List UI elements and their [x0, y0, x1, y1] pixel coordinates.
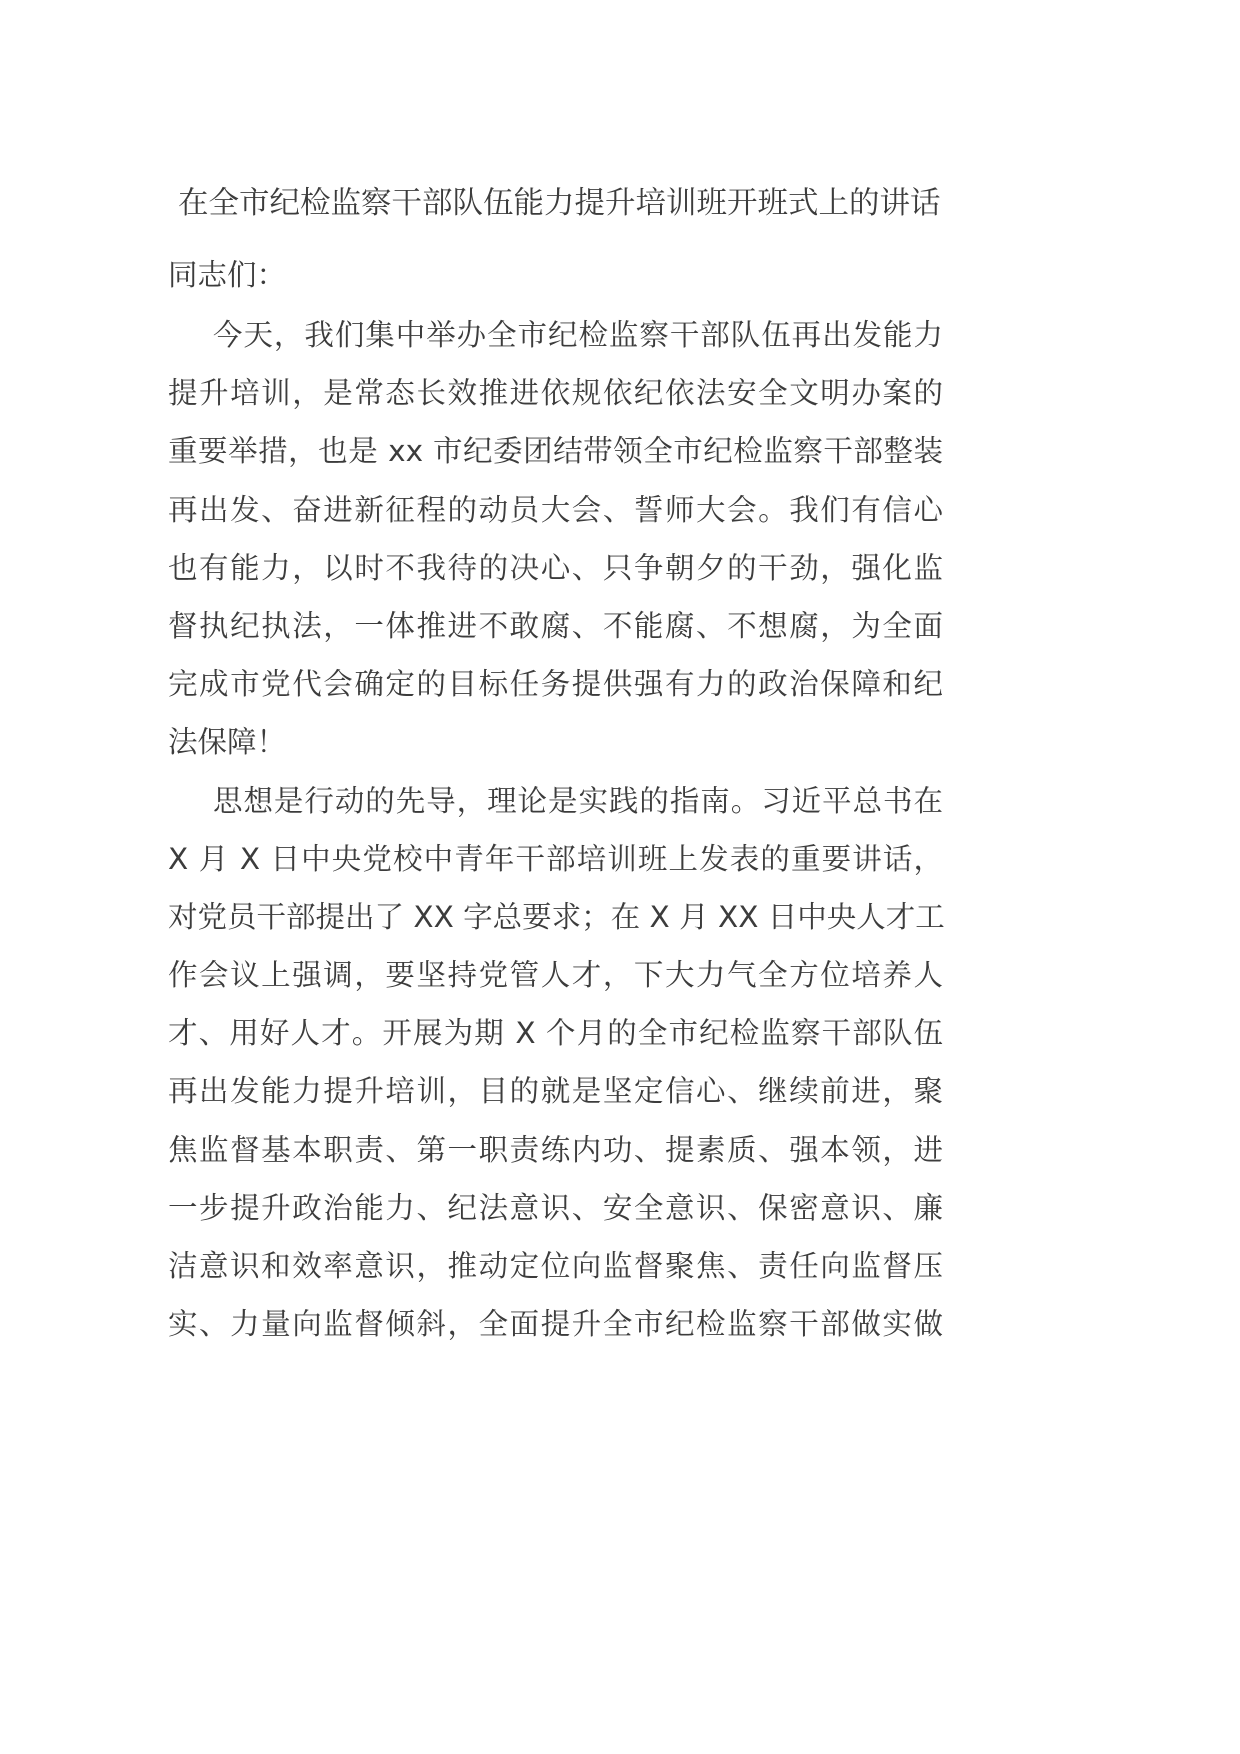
text-line: 焦监督基本职责、第一职责练内功、提素质、强本领，进: [168, 1132, 943, 1167]
text-line: 实、力量向监督倾斜，全面提升全市纪检监察干部做实做: [168, 1307, 943, 1342]
salutation: 同志们：: [168, 258, 287, 292]
document-body: [168, 313, 943, 1360]
text-line: 才、用好人才。开展为期 X 个月的全市纪检监察干部队伍: [168, 1016, 943, 1051]
text-line: 法保障！: [168, 725, 287, 760]
text-line: 今天，我们集中举办全市纪检监察干部队伍再出发能力: [213, 318, 943, 352]
text-line: 作会议上强调，要坚持党管人才，下大力气全方位培养人: [168, 958, 943, 993]
text-line: 重要举措，也是 xx 市纪委团结带领全市纪检监察干部整装: [168, 434, 943, 469]
paragraph-2: [168, 779, 943, 1361]
text-line: 督执纪执法，一体推进不敢腐、不能腐、不想腐，为全面: [168, 608, 943, 643]
text-line: X 月 X 日中央党校中青年干部培训班上发表的重要讲话，: [168, 841, 943, 876]
text-line: 再出发、奋进新征程的动员大会、誓师大会。我们有信心: [168, 492, 943, 527]
document-title: 在全市纪检监察干部队伍能力提升培训班开班式上的讲话: [178, 186, 941, 221]
text-line: 对党员干部提出了 XX 字总要求；在 X 月 XX 日中央人才工: [168, 899, 945, 934]
text-line: 思想是行动的先导，理论是实践的指南。习近平总书在: [213, 783, 943, 818]
text-line: 提升培训，是常态长效推进依规依纪依法安全文明办案的: [168, 376, 943, 411]
text-line: 也有能力，以时不我待的决心、只争朝夕的干劲，强化监: [168, 550, 943, 585]
text-line: 洁意识和效率意识，推动定位向监督聚焦、责任向监督压: [168, 1249, 943, 1283]
text-line: 一步提升政治能力、纪法意识、安全意识、保密意识、廉: [168, 1190, 943, 1225]
paragraph-1: [168, 313, 943, 779]
text-line: 再出发能力提升培训，目的就是坚定信心、继续前进，聚: [168, 1074, 943, 1109]
text-line: 完成市党代会确定的目标任务提供强有力的政治保障和纪: [168, 667, 943, 702]
